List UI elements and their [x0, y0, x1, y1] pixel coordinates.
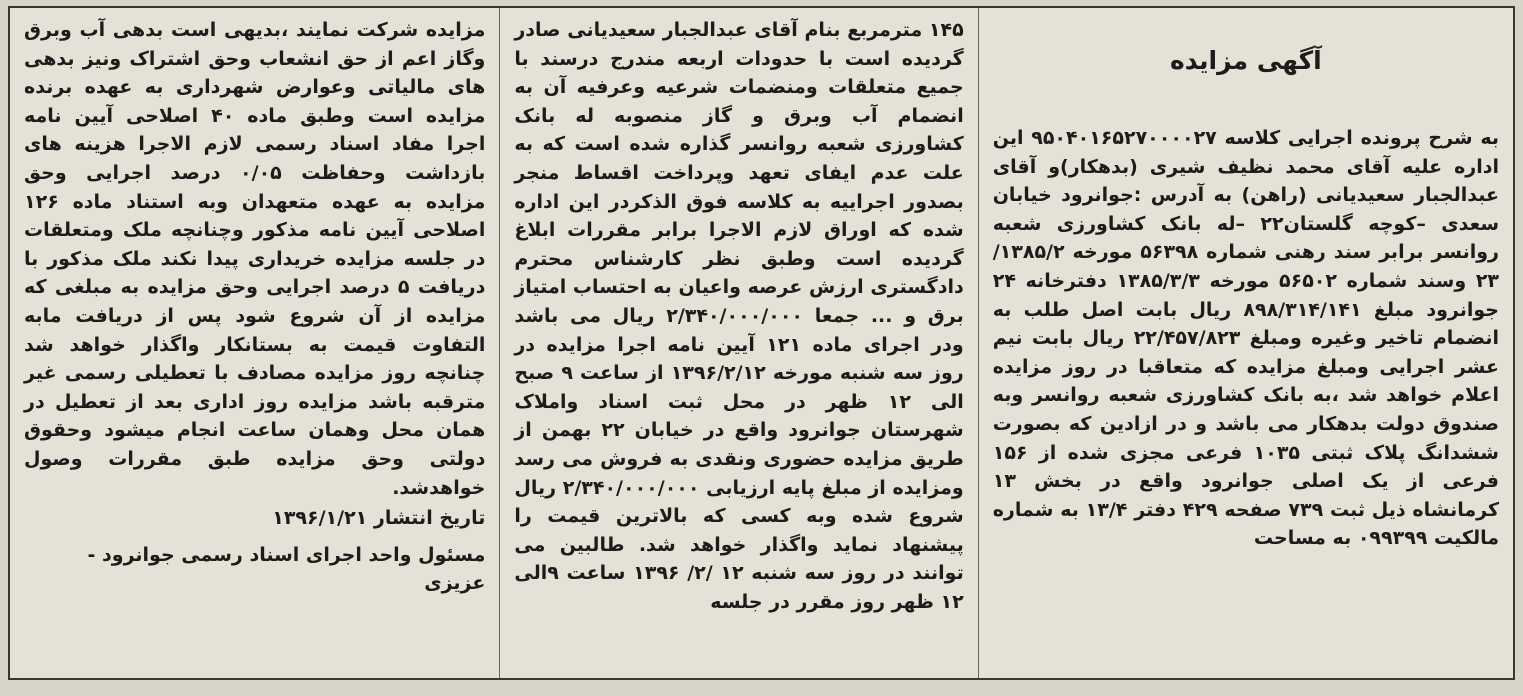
notice-paragraph-3: مزایده شرکت نمایند ،بدیهی است بدهی آب وبرق وگاز اعم از حق انشعاب وحق اشتراک ونیز بدهی های مالیاتی وعوارض شهرداری به عهده برنده مزایده است وطبق ماده ۴۰ اصلاحی آیین نامه اجرا مفاد اسناد رسمی لازم الاجرا هزینه های بازداشت وحفاظت ۰/۰۵ درصد اجرایی وحق مزایده به عهده متعهدان وبه استناد ماده ۱۲۶ اصلاحی آیین نامه مذکور وچنانچه ملک ومتعلقات در جلسه مزایده خریداری پیدا نکند ملک مذکور با دریافت ۵ درصد اجرایی وحق مزایده به مبلغی که مزایده از آن شروع شود پس از دریافت مابه التفاوت قیمت به بستانکار واگذار خواهد شد چنانچه روز مزایده مصادف با تعطیلی رسمی غیر مترقبه باشد مزایده روز اداری بعد از تعطیل در همان محل وهمان ساعت انجام میشود وحقوق دولتی وحق مزایده طبق مقررات وصول خواهدشد.	[24, 19, 486, 499]
signature-line: مسئول واحد اجرای اسناد رسمی جوانرود - عزیزی	[87, 543, 486, 595]
auction-notice	[8, 6, 1515, 680]
notice-title: آگهی مزایده	[1169, 46, 1322, 75]
notice-column-middle	[499, 8, 978, 678]
notice-paragraph-1: به شرح پرونده اجرایی کلاسه ۹۵۰۴۰۱۶۵۲۷۰۰۰۰۲۷ این اداره علیه آقای محمد نظیف شیری (بدهکار)و آقای عبدالجبار سعیدیانی (راهن) به آدرس :جوانرود خیابان سعدی –کوچه گلستان۲۲ –له بانک کشاورزی شعبه روانسر برابر سند رهنی شماره ۵۶۳۹۸ مورخه ۱۳۸۵/۲/ ۲۳ وسند شماره ۵۶۵۰۲ مورخه ۱۳۸۵/۳/۳ دفترخانه ۲۴ جوانرود مبلغ ۸۹۸/۳۱۴/۱۴۱ ریال بابت اصل طلب به انضمام تاخیر وغیره ومبلغ ۲۲/۴۵۷/۸۲۳ ریال بابت نیم عشر اجرایی ومبلغ مزایده که متعاقبا در روز مزایده اعلام خواهد شد ،به بانک کشاورزی شعبه روانسر وبه صندوق دولت بدهکار می باشد و در ازادین که بصورت ششدانگ پلاک ثبتی ۱۰۳۵ فرعی مجزی شده از ۱۵۶ فرعی از یک اصلی جوانرود واقع در بخش ۱۳ کرمانشاه ذیل ثبت ۷۳۹ صفحه ۴۲۹ دفتر ۱۳/۴ به شماره مالکیت ۰۹۹۳۹۹ به مساحت	[992, 127, 1500, 550]
publish-date: تاریخ انتشار ۱۳۹۶/۱/۲۱	[272, 507, 486, 530]
notice-column-right	[979, 8, 1513, 678]
notice-paragraph-2: ۱۴۵ مترمربع بنام آقای عبدالجبار سعیدیانی صادر گردیده است با حدودات اربعه مندرج درسند با جمیع متعلقات ومنضمات شرعیه وعرفیه آن به انضمام آب وبرق و گاز منصوبه له بانک کشاورزی شعبه روانسر گذاره شده است که به علت عدم ایفای تعهد وپرداخت اقساط منجر بصدور اجراییه به کلاسه فوق الذکردر این اداره شده که اوراق لازم الاجرا برابر مقررات ابلاغ گردیده است وطبق نظر کارشناس محترم دادگستری ارزش عرصه واعیان به احتساب امتیاز برق و ... جمعا ۲/۳۴۰/۰۰۰/۰۰۰ ریال می باشد ودر اجرای ماده ۱۲۱ آیین نامه اجرا مزایده در روز سه شنبه مورخه ۱۳۹۶/۲/۱۲ از ساعت ۹ صبح الی ۱۲ ظهر در محل ثبت اسناد واملاک شهرستان جوانرود واقع در خیابان ۲۲ بهمن از طریق مزایده حضوری ونقدی به فروش می رسد ومزایده از مبلغ پایه ارزیابی ۲/۳۴۰/۰۰۰/۰۰۰ ریال شروع شده وبه کسی که بالاترین قیمت را پیشنهاد نماید واگذار خواهد شد. طالبین می توانند در روز سه شنبه ۱۲ /۲/ ۱۳۹۶ ساعت ۹الی ۱۲ ظهر روز مقرر در جلسه	[514, 19, 964, 613]
notice-column-left	[10, 8, 499, 678]
